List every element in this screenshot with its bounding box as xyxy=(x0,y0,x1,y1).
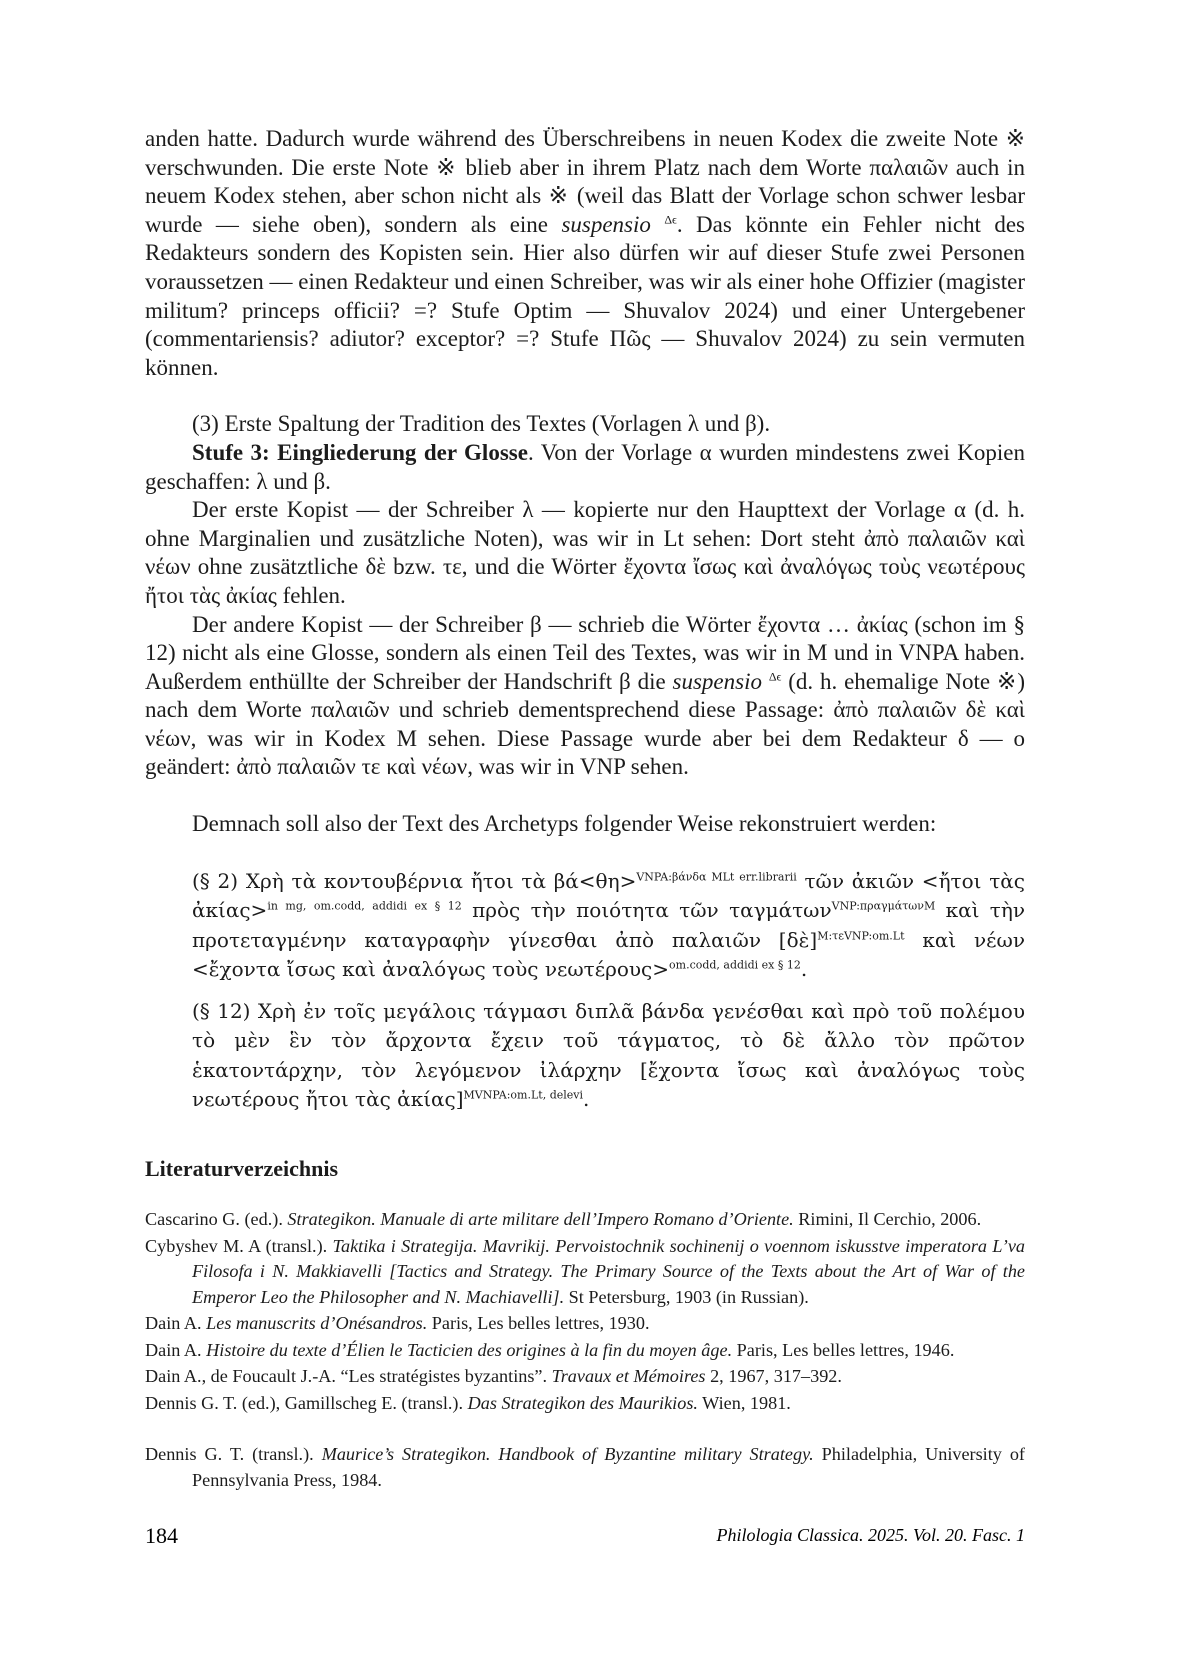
suspensio-mark: Δϵ xyxy=(664,212,677,227)
journal-citation: Philologia Classica. 2025. Vol. 20. Fasc. 1 xyxy=(716,1525,1025,1545)
page-body xyxy=(145,125,1025,1493)
bibliography-list xyxy=(145,1207,1025,1493)
bibliography-entry: Cybyshev M. A (transl.). Taktika i Strategija. Mavrikij. Pervoistochnik sochinenij o voennom iskusstve imperatora L’va Filosofa i N. Makkiavelli [Tactics and Strategy. The Primary Source of the Texts about the Art of War of the Emperor Leo the Philosopher and N. Machiavelli]. St Petersburg, 1903 (in Russian). xyxy=(145,1235,1025,1307)
section-heading-3: (3) Erste Spaltung der Tradition des Textes (Vorlagen λ und β). xyxy=(192,411,771,437)
paragraph-kopist-2: Der andere Kopist — der Schreiber β — schrieb die Wörter ἔχοντα … ἀκίας (schon im § 12) nicht als eine Glosse, sondern als einen Teil des Textes, was wir in M und in VNPA haben. Außerdem enthüllte der Schreiber der Handschrift β die suspensio $^{\Delta\epsilon}$ (d. h. ehemalige Note ※) nach dem Worte παλαιῶν und schrieb dementsprechend diese Passage: ἀπὸ παλαιῶν δὲ καὶ νέων, was wir in Kodex M sehen. Diese Passage wurde aber bei dem Redakteur δ — ο geändert: ἀπὸ παλαιῶν τε καὶ νέων, was wir in VNP sehen. xyxy=(145,611,1026,780)
paragraph-stufe-3: Stufe 3: Eingliederung der Glosse. Von der Vorlage α wurden mindestens zwei Kopien geschaffen: λ und β. xyxy=(145,439,1025,494)
suspensio-mark: Δϵ xyxy=(768,669,782,684)
paragraph-reconstruction: Demnach soll also der Text des Archetyps folgender Weise rekonstruiert werden: xyxy=(192,811,937,837)
bibliography-heading: Literaturverzeichnis xyxy=(145,1155,339,1181)
greek-citation-2: (§ 2) Χρὴ τὰ κοντουβέρνια ἤτοι τὰ βά<θη>$^{VNPA:\beta ά\nu\delta\alpha MLt err.librarii}$ τῶν ἀκιῶν <ἤτοι τὰς ἀκίας>$^{in mg, om.codd, addidi ex \S 12}$ πρὸς τὴν ποιότητα τῶν ταγμάτων$^{VNP:\pi\rho\alpha\gamma\mu ά\tau\omega\nu M}$ καὶ τὴν προτεταγμένην καταγραφὴν γίνεσθαι ἀπὸ παλαιῶν [δὲ]$^{M:\tau\varepsilon VNP:om.Lt}$ καὶ νέων <ἔχοντα ἴσως καὶ ἀναλόγως τοὺς νεωτέρους>$^{om.codd, addidi ex \S 12}$. xyxy=(192,868,1026,982)
bibliography-entry: Dain A. Histoire du texte d’Élien le Tacticien des origines à la fin du moyen âge. Paris, Les belles lettres, 1946. xyxy=(145,1339,955,1360)
bibliography-entry: Dain A., de Foucault J.-A. “Les stratégistes byzantins”. Travaux et Mémoires 2, 1967, 317–392. xyxy=(145,1366,842,1387)
bibliography-entry: Dennis G. T. (ed.), Gamillscheg E. (transl.). Das Strategikon des Maurikios. Wien, 1981. xyxy=(145,1392,791,1413)
paragraph-kopist-1: Der erste Kopist — der Schreiber λ — kopierte nur den Haupttext der Vorlage α (d. h. ohne Marginalien und zusätzliche Noten), was wir in Lt sehen: Dort steht ἀπὸ παλαιῶν καὶ νέων ohne zusätztliche δὲ bzw. τε, und die Wörter ἔχοντα ἴσως καὶ ἀναλόγως τοὺς νεωτέρους ἤτοι τὰς ἀκίας fehlen. xyxy=(145,497,1025,608)
bibliography-entry: Cascarino G. (ed.). Strategikon. Manuale di arte militare dell’Impero Romano d’Oriente. Rimini, Il Cerchio, 2006. xyxy=(145,1209,982,1230)
page-number: 184 xyxy=(145,1523,178,1548)
greek-citation-12: (§ 12) Χρὴ ἐν τοῖς μεγάλοις τάγμασι διπλᾶ βάνδα γενέσθαι καὶ πρὸ τοῦ πολέμου τὸ μὲν ἓν τὸν ἄρχοντα ἔχειν τοῦ τάγματος, τὸ δὲ ἄλλο τὸν πρῶτον ἑκατοντάρχην, τὸν λεγόμενον ἰλάρχην [ἔχοντα ἴσως καὶ ἀναλόγως τοὺς νεωτέρους ἤτοι τὰς ἀκίας]$^{MVNPA:om.Lt, delevi}$. xyxy=(192,998,1025,1112)
paragraph-1: anden hatte. Dadurch wurde während des Überschreibens in neuen Kodex die zweite Note ※ verschwunden. Die erste Note ※ blieb aber in ihrem Platz nach dem Worte παλαιῶν auch in neuem Kodex stehen, aber schon nicht als ※ (weil das Blatt der Vorlage schon schwer lesbar wurde — siehe oben), sondern als eine suspensio $^{\Delta\epsilon}$. Das könnte ein Fehler nicht des Redakteurs sondern des Kopisten sein. Hier also dürfen wir auf dieser Stufe zwei Personen voraussetzen — einen Redakteur und einen Schreiber, was wir als einer hohe Offizier (magister militum? princeps officii? =? Stufe Optim — Shuvalov 2024) und einer Untergebener (commentariensis? adiutor? exceptor? =? Stufe Πῶς — Shuvalov 2024) zu sein vermuten können. xyxy=(145,126,1026,380)
bibliography-entry: Dain A. Les manuscrits d’Onésandros. Paris, Les belles lettres, 1930. xyxy=(145,1313,650,1334)
bibliography-entry: Dennis G. T. (transl.). Maurice’s Strategikon. Handbook of Byzantine military Strategy. Philadelphia, University of Pennsylvania Press, 1984. xyxy=(145,1444,1025,1490)
